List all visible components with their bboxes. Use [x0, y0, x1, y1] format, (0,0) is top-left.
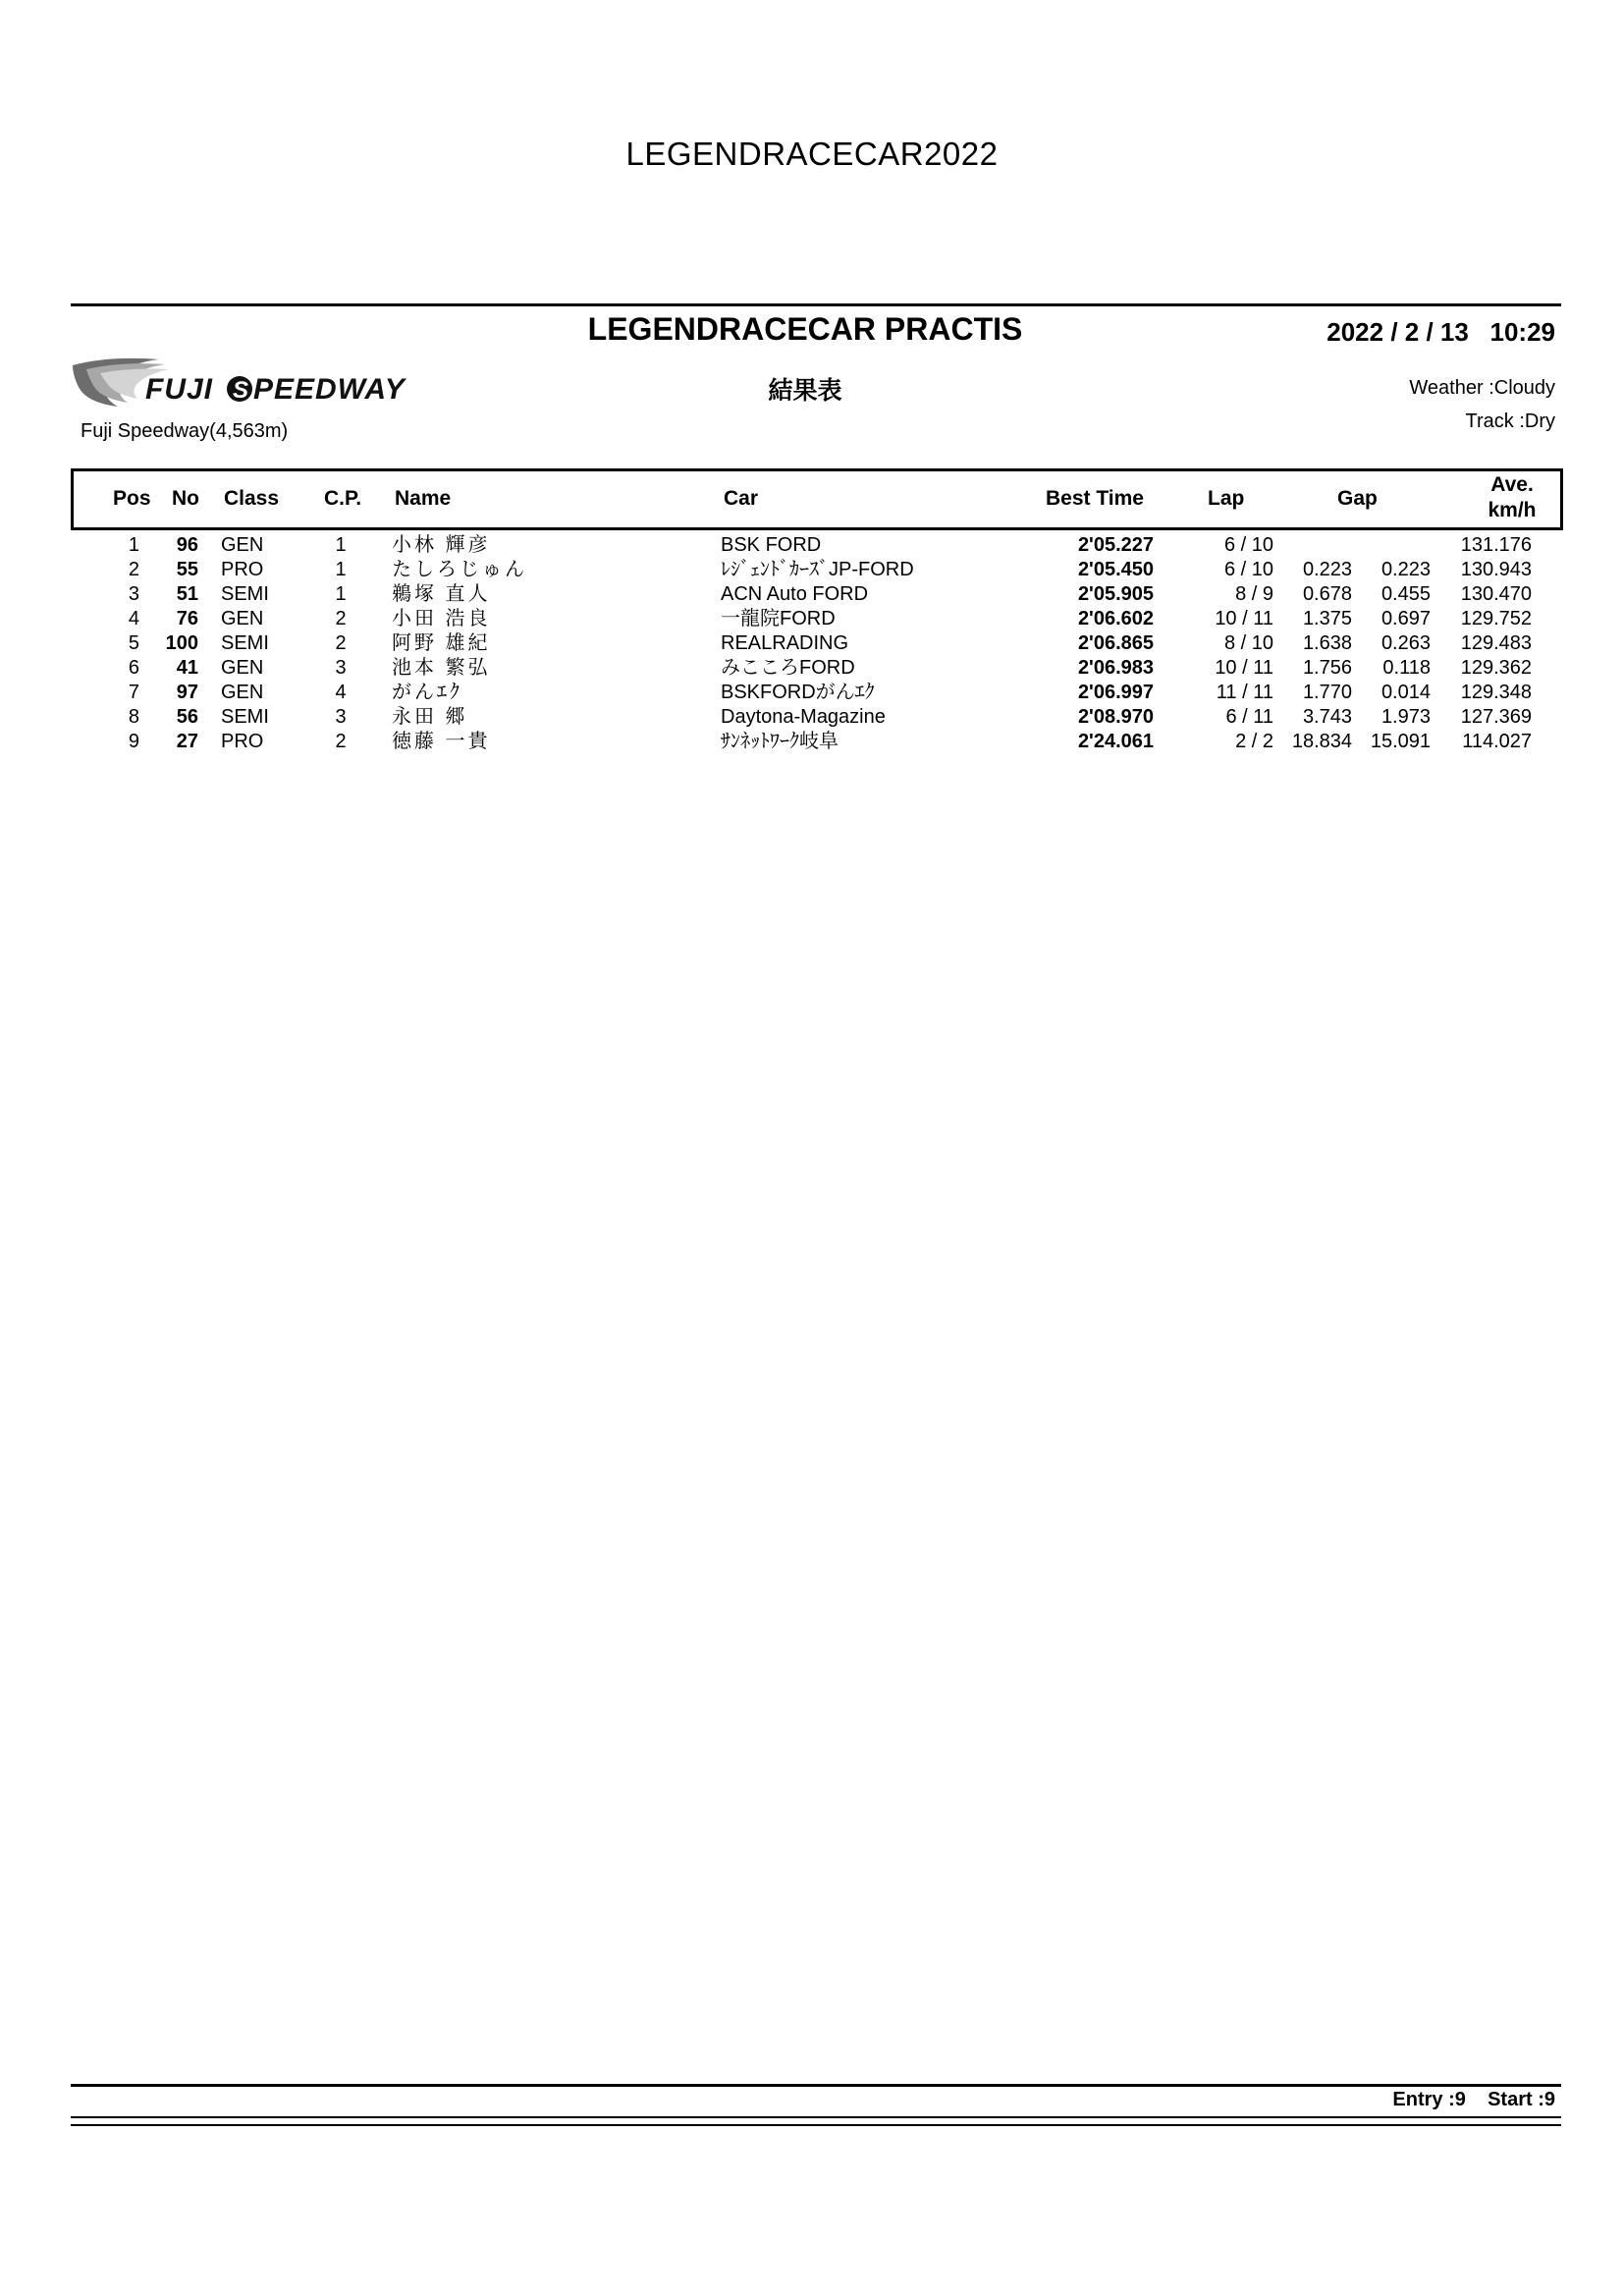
cell-class: SEMI — [221, 706, 269, 728]
weather-info: Weather :Cloudy — [1409, 377, 1555, 399]
cell-ave-speed: 127.369 — [1460, 706, 1532, 728]
time: 10:29 — [1489, 317, 1555, 347]
cell-lap: 8 / 10 — [1223, 632, 1273, 654]
cell-gap-prev: 0.014 — [1380, 682, 1431, 703]
cell-no: 96 — [176, 534, 198, 556]
cell-gap-top: 0.678 — [1302, 583, 1352, 605]
header-kmh: km/h — [1488, 499, 1537, 521]
cell-name: 徳藤 一貴 — [392, 731, 491, 752]
cell-no: 56 — [176, 706, 198, 728]
header-pos: Pos — [113, 487, 151, 510]
cell-name: 池本 繁弘 — [392, 657, 491, 679]
cell-best-time: 2'05.450 — [1077, 559, 1154, 580]
cell-pos: 9 — [128, 731, 139, 752]
cell-best-time: 2'06.983 — [1077, 657, 1154, 679]
cell-pos: 7 — [128, 682, 139, 703]
cell-best-time: 2'05.227 — [1077, 534, 1154, 556]
header-car: Car — [724, 487, 759, 510]
cell-gap-prev: 0.118 — [1382, 657, 1431, 679]
cell-gap-top: 1.375 — [1302, 608, 1352, 629]
cell-no: 27 — [176, 731, 198, 752]
cell-gap-top: 1.770 — [1302, 682, 1352, 703]
cell-name: がんｴｸ — [392, 682, 462, 703]
cell-lap: 6 / 11 — [1225, 706, 1273, 728]
table-row — [71, 533, 1561, 558]
cell-gap-top: 18.834 — [1291, 731, 1352, 752]
cell-cp: 1 — [335, 559, 347, 580]
cell-pos: 6 — [128, 657, 139, 679]
cell-best-time: 2'06.602 — [1077, 608, 1154, 629]
cell-car: BSKFORDがんｴｸ — [721, 682, 875, 703]
cell-gap-prev: 15.091 — [1370, 731, 1431, 752]
cell-best-time: 2'24.061 — [1077, 731, 1154, 752]
cell-class: PRO — [221, 731, 264, 752]
cell-best-time: 2'06.865 — [1077, 632, 1154, 654]
date: 2022 / 2 / 13 — [1326, 317, 1469, 347]
cell-name: 鵜塚 直人 — [392, 583, 491, 605]
cell-pos: 8 — [128, 706, 139, 728]
cell-car: REALRADING — [721, 632, 849, 654]
cell-gap-prev: 1.973 — [1380, 706, 1431, 728]
cell-lap: 10 / 11 — [1215, 657, 1273, 679]
svg-text:FUJI: FUJI — [145, 373, 214, 406]
cell-no: 97 — [176, 682, 198, 703]
cell-gap-top: 1.638 — [1302, 632, 1352, 654]
svg-text:PEEDWAY: PEEDWAY — [253, 373, 406, 406]
cell-no: 41 — [176, 657, 198, 679]
cell-lap: 6 / 10 — [1223, 559, 1273, 580]
cell-ave-speed: 129.348 — [1460, 682, 1532, 703]
cell-no: 55 — [176, 559, 198, 580]
cell-car: ﾚｼﾞｪﾝﾄﾞｶｰｽﾞJP-FORD — [721, 559, 914, 580]
speed-swoosh-icon — [71, 354, 463, 412]
cell-gap-top: 0.223 — [1302, 559, 1352, 580]
top-divider — [71, 303, 1561, 306]
cell-cp: 3 — [335, 657, 347, 679]
cell-car: ｻﾝﾈｯﾄﾜｰｸ岐阜 — [721, 731, 839, 752]
cell-gap-prev: 0.263 — [1380, 632, 1431, 654]
fuji-speedway-logo — [71, 354, 463, 412]
cell-lap: 6 / 10 — [1223, 534, 1273, 556]
cell-cp: 2 — [335, 632, 347, 654]
results-table — [71, 533, 1561, 754]
cell-class: PRO — [221, 559, 264, 580]
cell-class: SEMI — [221, 632, 269, 654]
cell-pos: 3 — [128, 583, 139, 605]
header-best-time: Best Time — [1046, 487, 1144, 510]
footer-counts — [1392, 2089, 1555, 2111]
cell-gap-prev: 0.455 — [1380, 583, 1431, 605]
header-lap: Lap — [1208, 487, 1245, 510]
cell-pos: 4 — [128, 608, 139, 629]
cell-ave-speed: 130.943 — [1460, 559, 1532, 580]
cell-cp: 4 — [335, 682, 347, 703]
circuit-name: Fuji Speedway(4,563m) — [81, 420, 289, 442]
cell-car: みこころFORD — [721, 657, 855, 679]
start-count: Start :9 — [1488, 2089, 1555, 2110]
cell-lap: 8 / 9 — [1235, 583, 1273, 605]
results-subtitle: 結果表 — [768, 377, 842, 405]
cell-car: BSK FORD — [721, 534, 822, 556]
cell-name: たしろじゅん — [392, 559, 527, 580]
cell-ave-speed: 131.176 — [1460, 534, 1532, 556]
date-time — [1326, 317, 1555, 348]
cell-pos: 1 — [128, 534, 139, 556]
cell-best-time: 2'08.970 — [1077, 706, 1154, 728]
cell-ave-speed: 129.362 — [1460, 657, 1532, 679]
header-cp: C.P. — [324, 487, 362, 510]
cell-cp: 2 — [335, 731, 347, 752]
table-row — [71, 656, 1561, 681]
cell-cp: 3 — [335, 706, 347, 728]
cell-cp: 1 — [335, 583, 347, 605]
footer-divider-middle — [71, 2116, 1561, 2118]
cell-best-time: 2'06.997 — [1077, 682, 1154, 703]
cell-class: GEN — [221, 682, 264, 703]
cell-gap-top: 3.743 — [1302, 706, 1352, 728]
cell-name: 阿野 雄紀 — [392, 632, 491, 654]
table-row — [71, 607, 1561, 631]
cell-pos: 2 — [128, 559, 139, 580]
cell-no: 51 — [176, 583, 198, 605]
cell-gap-top: 1.756 — [1302, 657, 1352, 679]
table-row — [71, 730, 1561, 754]
cell-name: 小林 輝彦 — [392, 534, 491, 556]
cell-class: GEN — [221, 657, 264, 679]
cell-ave-speed: 130.470 — [1460, 583, 1532, 605]
cell-gap-prev: 0.697 — [1380, 608, 1431, 629]
header-name: Name — [395, 487, 452, 510]
table-row — [71, 558, 1561, 582]
document-title: LEGENDRACECAR2022 — [625, 136, 999, 172]
table-row — [71, 582, 1561, 607]
cell-class: GEN — [221, 608, 264, 629]
table-row — [71, 681, 1561, 705]
cell-best-time: 2'05.905 — [1077, 583, 1154, 605]
cell-gap-prev: 0.223 — [1380, 559, 1431, 580]
track-condition: Track :Dry — [1465, 410, 1555, 432]
cell-name: 永田 郷 — [392, 706, 468, 728]
header-ave: Ave. — [1490, 473, 1534, 496]
entry-count: Entry :9 — [1392, 2089, 1466, 2110]
table-row — [71, 705, 1561, 730]
cell-class: GEN — [221, 534, 264, 556]
cell-car: ACN Auto FORD — [721, 583, 869, 605]
table-row — [71, 631, 1561, 656]
cell-ave-speed: 114.027 — [1462, 731, 1532, 752]
header-no: No — [172, 487, 199, 510]
cell-no: 76 — [176, 608, 198, 629]
cell-lap: 2 / 2 — [1235, 731, 1273, 752]
cell-cp: 1 — [335, 534, 347, 556]
table-header — [71, 468, 1563, 530]
cell-car: 一龍院FORD — [721, 608, 836, 629]
cell-lap: 10 / 11 — [1215, 608, 1273, 629]
cell-ave-speed: 129.483 — [1460, 632, 1532, 654]
footer-divider-top — [71, 2084, 1561, 2087]
svg-text:S: S — [233, 377, 249, 404]
cell-cp: 2 — [335, 608, 347, 629]
cell-class: SEMI — [221, 583, 269, 605]
cell-ave-speed: 129.752 — [1460, 608, 1532, 629]
cell-car: Daytona-Magazine — [721, 706, 886, 728]
session-title: LEGENDRACECAR PRACTIS — [587, 311, 1023, 347]
header-gap: Gap — [1337, 487, 1378, 510]
footer-divider-bottom — [71, 2124, 1561, 2126]
header-class: Class — [224, 487, 280, 510]
cell-pos: 5 — [128, 632, 139, 654]
cell-name: 小田 浩良 — [392, 608, 491, 629]
cell-no: 100 — [165, 632, 198, 654]
cell-lap: 11 / 11 — [1216, 682, 1273, 703]
